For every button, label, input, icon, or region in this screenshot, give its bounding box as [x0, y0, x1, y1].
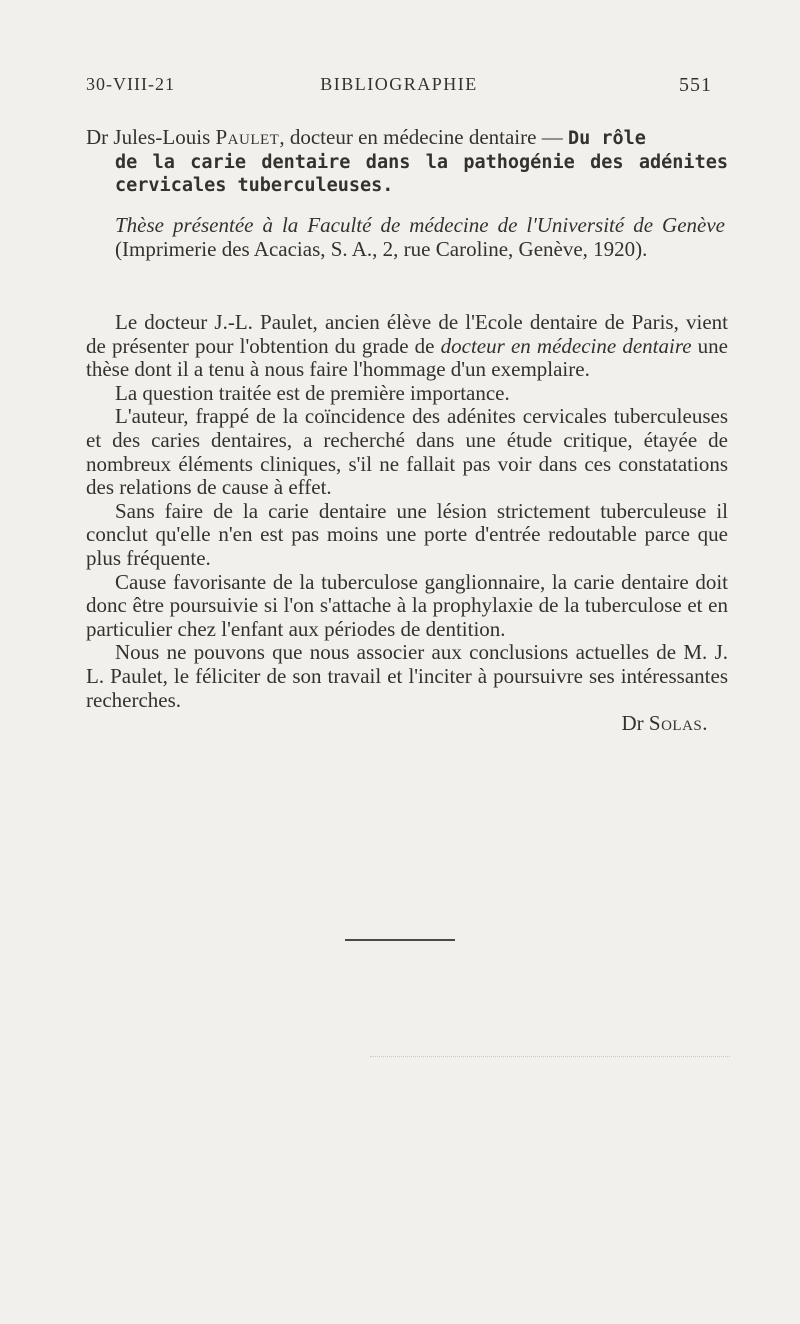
- signature-prefix: Dr: [621, 711, 644, 736]
- paragraph-3: L'auteur, frappé de la coïncidence des adénites cervicales tuberculeuses et des caries dentaires, a recherché dans une étude critique, étayée de nombreux éléments cliniques, s'il ne fallait pas voir dans ces constatations des relations de cause à effet.: [86, 404, 728, 500]
- paragraph-1-text-a: Le docteur J.-L. Paulet, ancien élève de l'Ecole dentaire de Paris, vient de présenter pour l'obtention du grade de: [86, 310, 728, 358]
- author-given-name: Jules-Louis: [113, 125, 211, 149]
- bibliography-entry: [86, 126, 728, 198]
- show-through-specks: [370, 1056, 730, 1061]
- paragraph-1: [86, 311, 728, 382]
- signature: [86, 712, 728, 736]
- signature-name: Solas.: [648, 711, 708, 736]
- thesis-publisher: (Imprimerie des Acacias, S. A., 2, rue Caroline, Genève, 1920).: [115, 236, 648, 261]
- paragraph-1-text-b: une thèse dont il a tenu à nous faire l'hommage d'un exemplaire.: [86, 333, 728, 382]
- paragraph-5: Cause favorisante de la tuberculose ganglionnaire, la carie dentaire doit donc être poursuivie si l'on s'attache à la prophylaxie de la tuberculose et en particulier chez l'enfant aux périodes de dentition.: [86, 569, 728, 641]
- paragraph-4: Sans faire de la carie dentaire une lésion strictement tuberculeuse il conclut qu'elle n'en est pas moins une porte d'entrée redoutable parce que plus fréquente.: [86, 498, 728, 570]
- page-number: 551: [679, 74, 712, 96]
- review-body: [86, 311, 728, 736]
- paragraph-1-italic: docteur en médecine dentaire: [440, 333, 692, 358]
- author-role: , docteur en médecine dentaire —: [279, 125, 563, 149]
- entry-title-rest: de la carie dentaire dans la pathogénie des adénites cervicales tuberculeuses.: [115, 151, 728, 197]
- running-head: [86, 74, 712, 102]
- running-head-section: BIBLIOGRAPHIE: [320, 74, 478, 94]
- paragraph-6: Nous ne pouvons que nous associer aux conclusions actuelles de M. J. L. Paulet, le féliciter de son travail et l'inciter à poursuivre ses intéressantes recherches.: [86, 640, 728, 712]
- thesis-description: Thèse présentée à la Faculté de médecine de l'Université de Genève: [115, 213, 725, 237]
- paragraph-2: La question traitée est de première importance.: [115, 380, 510, 405]
- section-divider: [345, 939, 455, 941]
- author-prefix: Dr: [86, 125, 109, 149]
- running-head-date: 30-VIII-21: [86, 74, 175, 94]
- thesis-citation: [115, 214, 725, 261]
- author-surname: Paulet: [215, 125, 280, 149]
- entry-title-start: Du rôle: [567, 128, 646, 149]
